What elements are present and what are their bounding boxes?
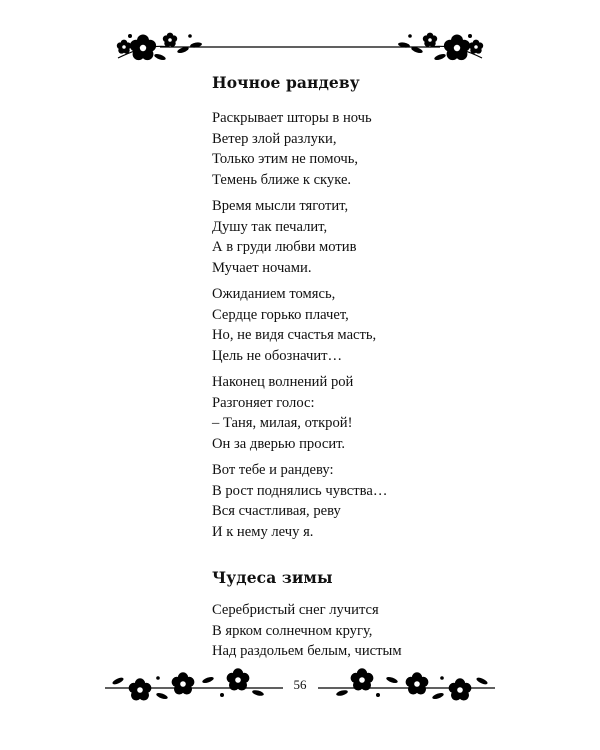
verse-line: В рост поднялись чувства… [212,482,388,499]
verse-line: Душу так печалит, [212,218,328,235]
verse-line: Темень ближе к скуке. [212,171,352,188]
verse-line: И к нему лечу я. [212,523,314,540]
verse-line: Вот тебе и рандеву: [212,462,334,478]
verse-line: Но, не видя счастья масть, [212,327,377,344]
verse-line: Раскрывает шторы в ночь [212,110,372,126]
verse-line: Вся счастливая, реву [212,503,341,520]
verse-line: Ожиданием томясь, [212,286,336,302]
verse-line: Мучает ночами. [212,259,312,276]
poem-title: Чудеса зимы [212,568,333,587]
verse-line: Над раздольем белым, чистым [212,643,402,660]
verse-line: Ветер злой разлуки, [212,130,337,147]
verse-line: Только этим не помочь, [212,151,359,168]
verse-line: – Таня, милая, открой! [212,415,353,432]
verse-line: Серебристый снег лучится [212,602,379,618]
page-number: 56 [293,677,307,692]
verse-line: Наконец волнений рой [212,374,354,390]
verse-line: Цель не обозначит… [212,347,343,364]
verse-line: Он за дверью просит. [212,435,346,452]
verse-line: Время мысли тяготит, [212,198,349,214]
verse-line: В ярком солнечном кругу, [212,622,373,639]
poem-title: Ночное рандеву [212,73,360,92]
verse-line: Сердце горько плачет, [212,306,349,323]
verse-line: Разгоняет голос: [212,394,315,411]
verse-line: А в груди любви мотив [212,239,357,256]
